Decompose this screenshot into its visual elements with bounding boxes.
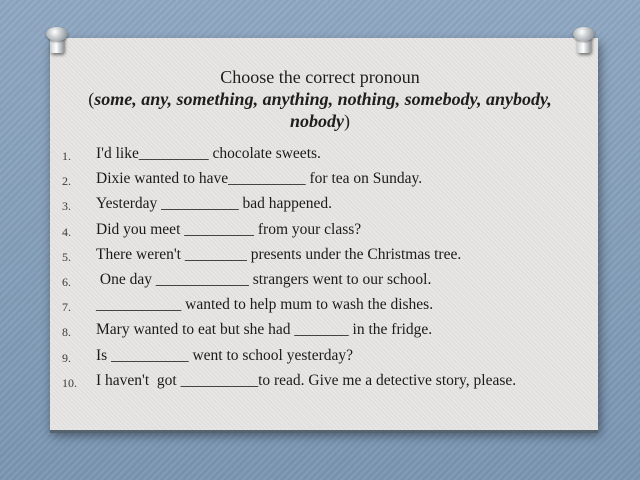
item-sentence: Mary wanted to eat but she had _______ in the fridge. bbox=[96, 321, 433, 339]
item-number: 3. bbox=[62, 199, 71, 214]
exercise-item bbox=[62, 271, 582, 289]
item-sentence: Did you meet _________ from your class? bbox=[96, 220, 362, 238]
item-sentence: There weren't ________ presents under the Christmas tree. bbox=[96, 245, 462, 263]
item-number: 9. bbox=[62, 350, 71, 365]
item-sentence: ___________ wanted to help mum to wash the dishes. bbox=[96, 296, 434, 314]
item-sentence: One day ____________ strangers went to our school. bbox=[96, 270, 432, 288]
exercise-item bbox=[62, 321, 582, 339]
item-number: 7. bbox=[62, 300, 71, 315]
close-paren: ) bbox=[344, 111, 350, 131]
worksheet-title bbox=[60, 66, 580, 132]
item-sentence: I haven't got __________to read. Give me a detective story, please. bbox=[96, 371, 517, 389]
title-heading: Choose the correct pronoun bbox=[220, 67, 420, 87]
pronoun-options: some, any, something, anything, nothing, somebody, anybody, nobody bbox=[94, 89, 552, 131]
item-sentence: I'd like_________ chocolate sweets. bbox=[96, 145, 321, 162]
pushpin-icon bbox=[577, 31, 591, 53]
pushpin-icon bbox=[50, 31, 64, 53]
open-paren: ( bbox=[88, 89, 95, 109]
item-sentence: Is __________ went to school yesterday? bbox=[96, 346, 353, 364]
exercise-item bbox=[62, 372, 582, 390]
item-sentence: Dixie wanted to have__________ for tea on Sunday. bbox=[96, 170, 423, 188]
exercise-item bbox=[62, 221, 582, 239]
exercise-item bbox=[62, 145, 582, 163]
item-number: 8. bbox=[62, 325, 71, 340]
item-number: 4. bbox=[62, 224, 71, 239]
exercise-item bbox=[62, 347, 582, 365]
item-number: 6. bbox=[62, 274, 71, 289]
exercise-item bbox=[62, 296, 582, 314]
exercise-list bbox=[62, 145, 582, 397]
item-number: 10. bbox=[62, 375, 77, 390]
item-number: 5. bbox=[62, 249, 71, 264]
item-sentence: Yesterday __________ bad happened. bbox=[96, 195, 333, 213]
exercise-item bbox=[62, 246, 582, 264]
exercise-item bbox=[62, 195, 582, 213]
exercise-item bbox=[62, 170, 582, 188]
item-number: 2. bbox=[62, 174, 71, 189]
item-number: 1. bbox=[62, 149, 71, 163]
title-pronoun-list bbox=[60, 88, 580, 132]
